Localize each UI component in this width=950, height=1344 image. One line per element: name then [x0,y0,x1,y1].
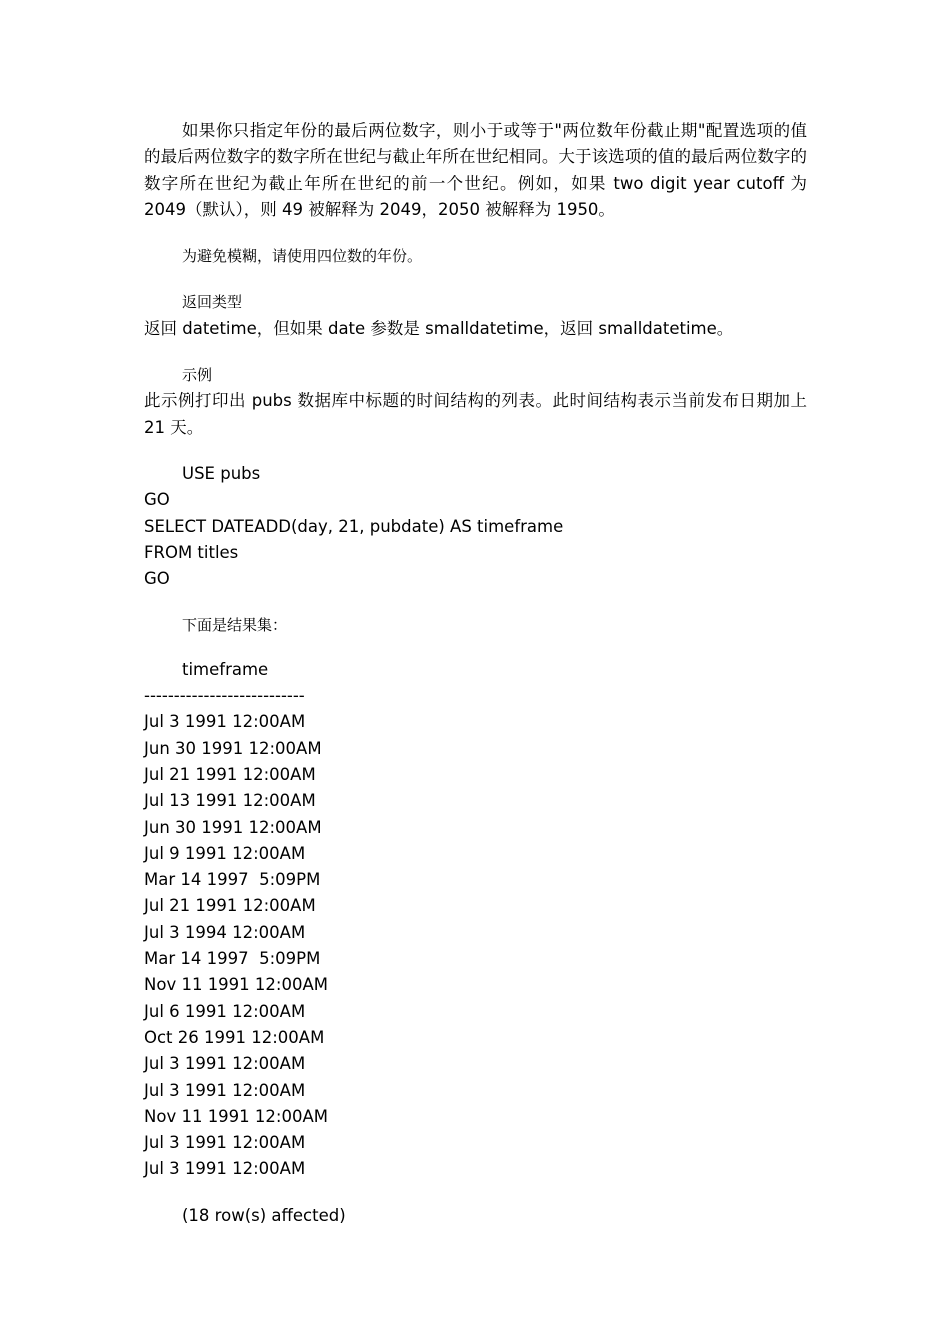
result-row: Jul 3 1991 12:00AM [144,1159,306,1179]
result-row: Jul 3 1994 12:00AM [144,922,306,942]
heading-example: 示例 [182,366,213,385]
code-line: GO [144,490,170,510]
result-row: Jul 3 1991 12:00AM [144,1054,306,1074]
heading-return-type: 返回类型 [182,293,243,312]
result-row: Jul 21 1991 12:00AM [144,764,316,784]
result-row: Jul 9 1991 12:00AM [144,843,306,863]
result-row: Jul 3 1991 12:00AM [144,1080,306,1100]
heading-result-set: 下面是结果集： [182,616,288,635]
paragraph-example: 此示例打印出 pubs 数据库中标题的时间结构的列表。此时间结构表示当前发布日期加上 21 天。 [144,391,807,437]
result-row: Mar 14 1997 5:09PM [144,870,321,890]
code-line: FROM titles [144,542,239,562]
result-row: Jul 21 1991 12:00AM [144,896,316,916]
code-block [144,461,807,592]
result-row: Mar 14 1997 5:09PM [144,949,321,969]
result-row: Jul 3 1991 12:00AM [144,712,306,732]
result-column-header: timeframe [182,659,269,679]
result-row: Nov 11 1991 12:00AM [144,1106,328,1126]
rows-affected: (18 row(s) affected) [182,1205,346,1225]
result-separator: --------------------------- [144,686,305,706]
paragraph-year-cutoff: 如果你只指定年份的最后两位数字，则小于或等于"两位数年份截止期"配置选项的值的最后两位数字的数字所在世纪与截止年所在世纪相同。大于该选项的值的最后两位数字的数字所在世纪为截止年所在世纪的前一个世纪。例如，如果 two digit year cutoff 为 2049（默认），则 49 被解释为 2049，2050 被解释为 1950。 [144,121,807,219]
paragraph-avoid-ambiguity: 为避免模糊，请使用四位数的年份。 [182,247,423,266]
code-line: SELECT DATEADD(day, 21, pubdate) AS timeframe [144,516,564,536]
code-line: GO [144,569,170,589]
document-body [144,118,807,1229]
result-row: Jun 30 1991 12:00AM [144,738,322,758]
result-row: Jul 3 1991 12:00AM [144,1133,306,1153]
result-row: Jul 13 1991 12:00AM [144,791,316,811]
result-row: Jul 6 1991 12:00AM [144,1001,306,1021]
code-line: USE pubs [182,463,261,483]
result-row: Jun 30 1991 12:00AM [144,817,322,837]
paragraph-return-type: 返回 datetime，但如果 date 参数是 smalldatetime，返回 smalldatetime。 [144,318,734,338]
result-row: Nov 11 1991 12:00AM [144,975,328,995]
result-row: Oct 26 1991 12:00AM [144,1027,325,1047]
result-set [144,657,807,1183]
